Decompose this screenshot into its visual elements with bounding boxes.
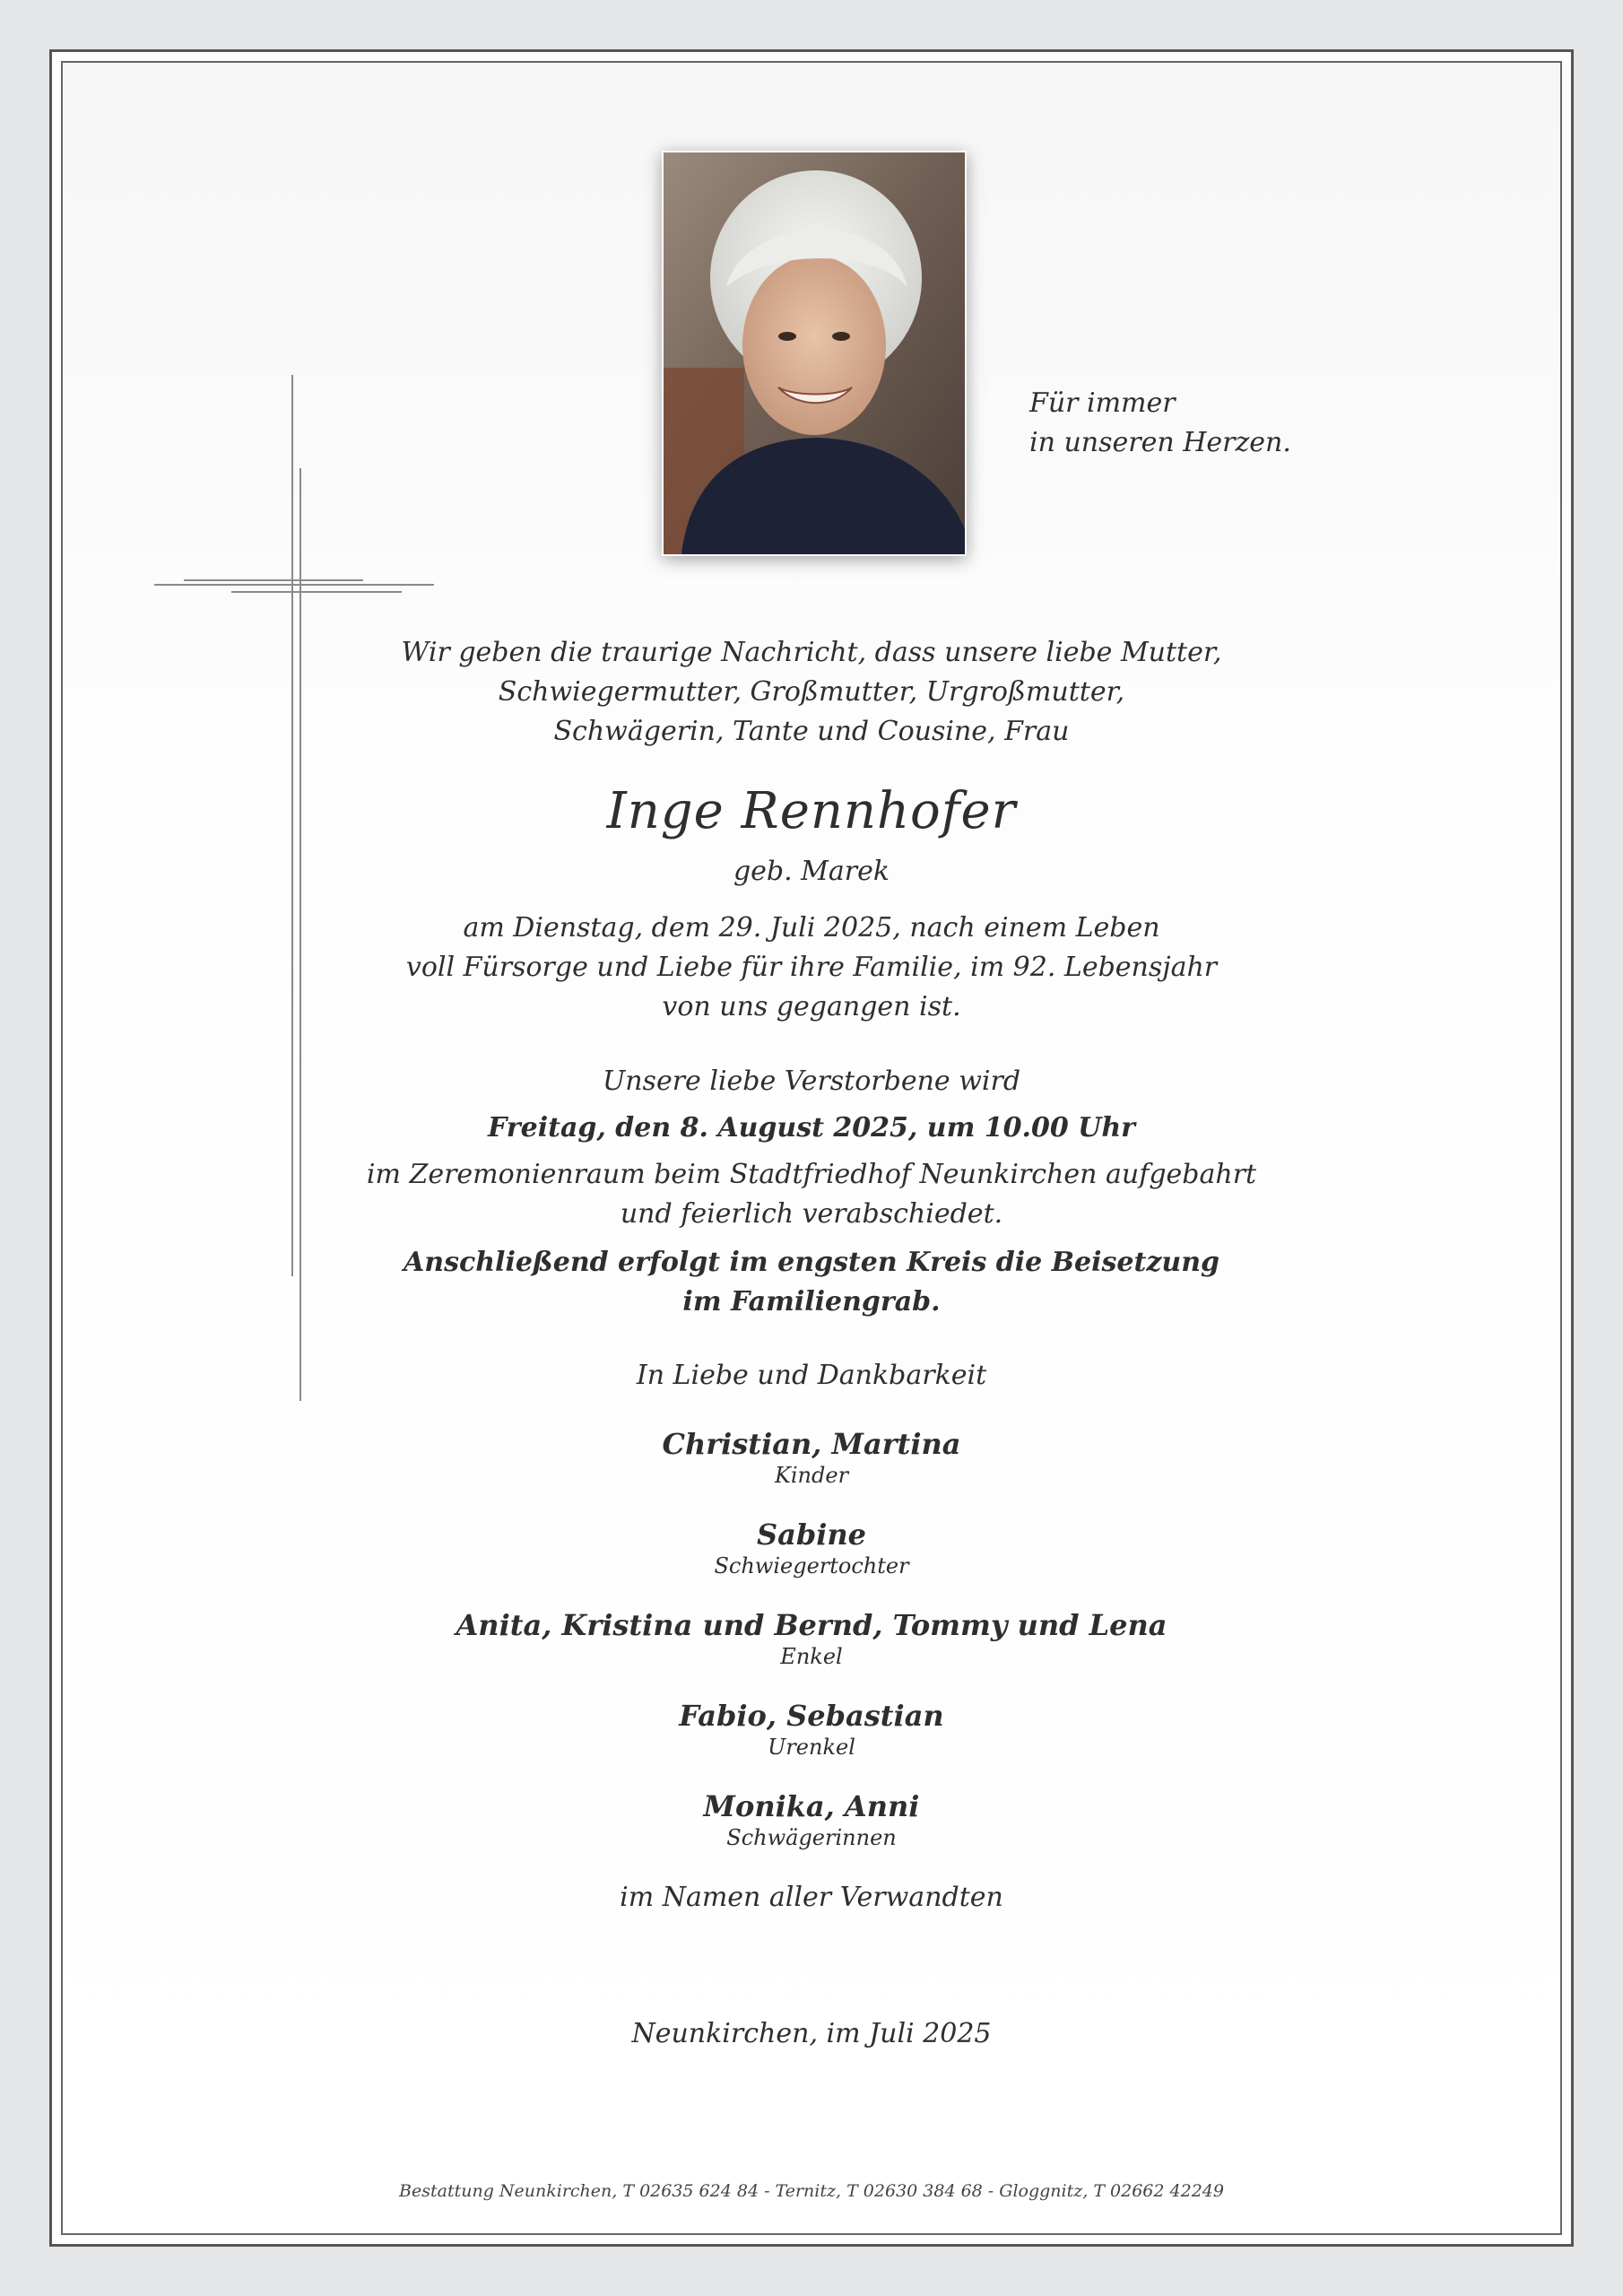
maiden-name: geb. Marek: [733, 856, 890, 887]
mourner-group: [0, 1426, 1623, 1489]
death-notice-line-3: von uns gegangen ist.: [662, 991, 961, 1022]
ceremony-place: [0, 1155, 1623, 1234]
announcement-line-1: Wir geben die traurige Nachricht, dass unsere liebe Mutter,: [401, 637, 1222, 668]
motto-line-2: in unseren Herzen.: [1029, 427, 1291, 458]
mourner-names: Sabine: [757, 1518, 866, 1552]
burial-line-2: im Familiengrab.: [682, 1286, 941, 1318]
mourner-relation: Urenkel: [768, 1735, 855, 1760]
motto: [1029, 384, 1291, 463]
mourner-names: Fabio, Sebastian: [679, 1699, 944, 1733]
funeral-home-footer: Bestattung Neunkirchen, T 02635 624 84 - Ternitz, T 02630 384 68 - Gloggnitz, T 02662 42249: [399, 2181, 1224, 2201]
closing: In Liebe und Dankbarkeit: [636, 1360, 987, 1391]
mourner-group: [0, 1698, 1623, 1761]
death-notice: [0, 909, 1623, 1027]
burial-notice: [0, 1243, 1623, 1322]
announcement: [0, 633, 1623, 752]
ceremony-intro: Unsere liebe Verstorbene wird: [602, 1065, 1021, 1097]
mourner-names: Monika, Anni: [703, 1789, 920, 1823]
mourner-group: [0, 1607, 1623, 1670]
ceremony-place-line-2: und feierlich verabschiedet.: [620, 1198, 1003, 1230]
ceremony-date: Freitag, den 8. August 2025, um 10.00 Uhr: [488, 1112, 1135, 1144]
portrait-photo: [662, 151, 967, 556]
motto-line-1: Für immer: [1029, 387, 1176, 419]
mourner-relation: Enkel: [780, 1644, 843, 1669]
mourner-group: [0, 1517, 1623, 1579]
mourner-names: Christian, Martina: [662, 1427, 961, 1461]
deceased-name: Inge Rennhofer: [606, 782, 1017, 840]
relatives-line: im Namen aller Verwandten: [620, 1882, 1003, 1913]
death-notice-line-2: voll Fürsorge und Liebe für ihre Familie, im 92. Lebensjahr: [405, 952, 1218, 983]
place-date: Neunkirchen, im Juli 2025: [631, 2018, 992, 2049]
mourner-names: Anita, Kristina und Bernd, Tommy und Lena: [456, 1608, 1167, 1642]
announcement-line-3: Schwägerin, Tante und Cousine, Frau: [553, 716, 1070, 747]
announcement-line-2: Schwiegermutter, Großmutter, Urgroßmutter,: [498, 676, 1125, 708]
ceremony-place-line-1: im Zeremonienraum beim Stadtfriedhof Neunkirchen aufgebahrt: [366, 1159, 1257, 1190]
mourner-group: [0, 1788, 1623, 1851]
mourner-relation: Kinder: [774, 1463, 849, 1488]
mourner-relation: Schwiegertochter: [714, 1553, 909, 1578]
burial-line-1: Anschließend erfolgt im engsten Kreis die Beisetzung: [404, 1247, 1219, 1278]
death-notice-line-1: am Dienstag, dem 29. Juli 2025, nach einem Leben: [463, 912, 1160, 944]
mourner-relation: Schwägerinnen: [726, 1825, 897, 1850]
